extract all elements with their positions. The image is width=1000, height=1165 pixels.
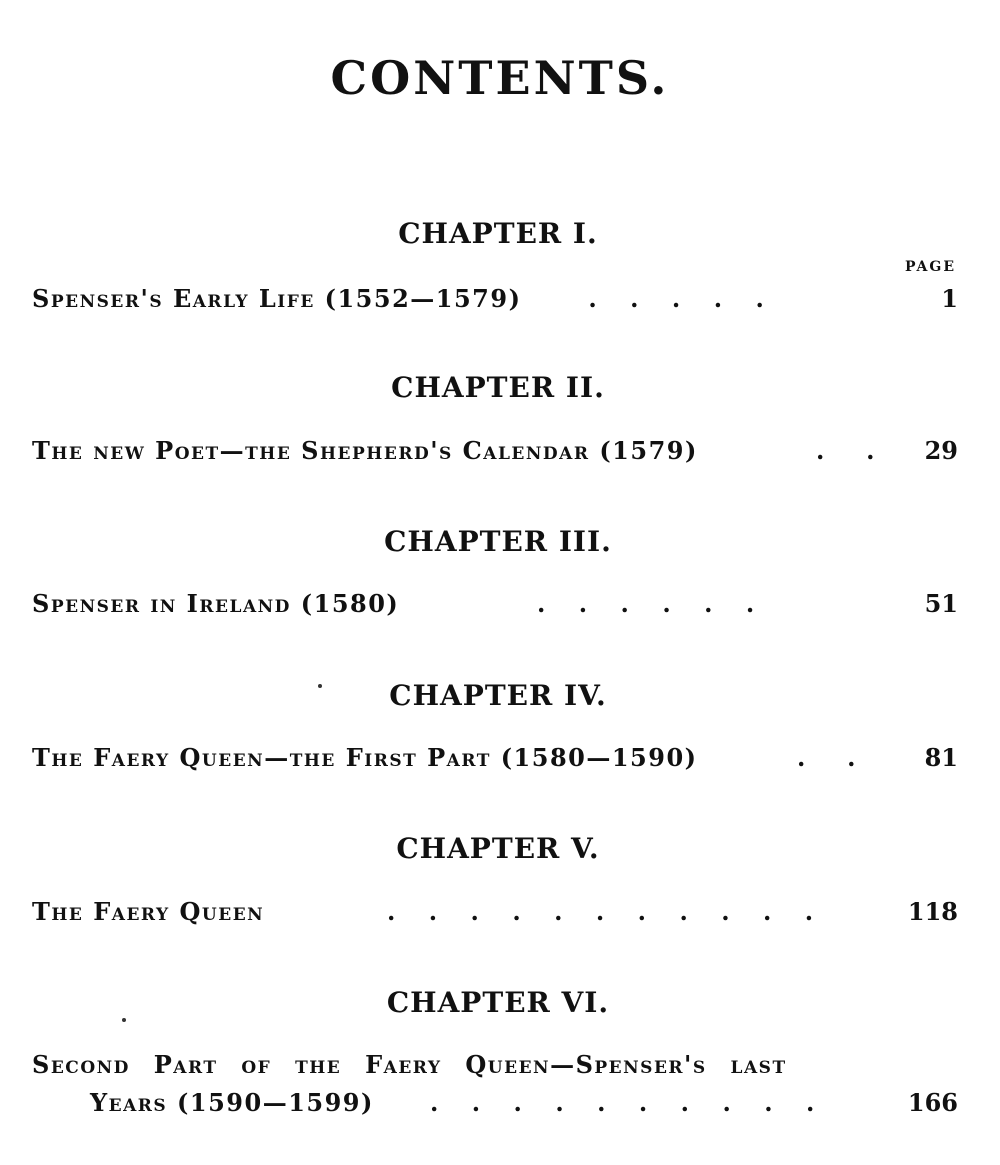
toc-entry-title: Spenser in Ireland (1580) <box>32 589 400 618</box>
toc-entry-title: The Faery Queen <box>32 897 265 926</box>
leader-dots: . . . . . . . . . . . <box>387 897 814 926</box>
toc-page-number: 51 <box>924 589 958 618</box>
chapter-heading-5: CHAPTER V. <box>396 832 600 865</box>
chapter-heading-4: CHAPTER IV. <box>389 679 607 712</box>
toc-entry-1[interactable] <box>32 282 958 316</box>
leader-dots: . . . . . . <box>537 589 755 618</box>
toc-entry-6-line-2[interactable] <box>32 1086 958 1120</box>
toc-page-number: 81 <box>924 743 958 772</box>
toc-page-number: 118 <box>907 897 958 926</box>
leader-dots: . . <box>816 436 875 465</box>
leader-dots: . . . . . . . . . . <box>430 1088 815 1117</box>
toc-entry-title: Spenser's Early Life (1552—1579) <box>32 284 522 313</box>
toc-entry-title: The Faery Queen—the First Part (1580—1590) <box>32 743 698 772</box>
toc-entry-5[interactable] <box>32 895 958 929</box>
toc-page-number: 166 <box>907 1088 958 1117</box>
chapter-heading-6: CHAPTER VI. <box>386 986 610 1019</box>
chapter-heading-3: CHAPTER III. <box>384 525 612 558</box>
chapter-heading-2: CHAPTER II. <box>391 371 605 404</box>
toc-page-number: 1 <box>941 284 958 313</box>
toc-entry-3[interactable] <box>32 587 958 621</box>
toc-entry-title: Years (1590—1599) <box>90 1088 374 1117</box>
leader-dots: . . <box>797 743 856 772</box>
chapter-heading-1: CHAPTER I. <box>398 217 598 250</box>
page-title: CONTENTS. <box>330 51 670 105</box>
leader-dots: . . . . . <box>580 284 764 313</box>
toc-entry-6-line-1[interactable] <box>32 1048 958 1082</box>
page-column-label: PAGE <box>905 259 956 275</box>
toc-entry-title: Second Part of the Faery Queen—Spenser's last <box>32 1050 787 1079</box>
toc-entry-4[interactable] <box>32 741 958 775</box>
toc-entry-2[interactable] <box>32 434 958 468</box>
toc-page-number: 29 <box>924 436 958 465</box>
toc-entry-title: The new Poet—the Shepherd's Calendar (1579) <box>32 436 698 465</box>
